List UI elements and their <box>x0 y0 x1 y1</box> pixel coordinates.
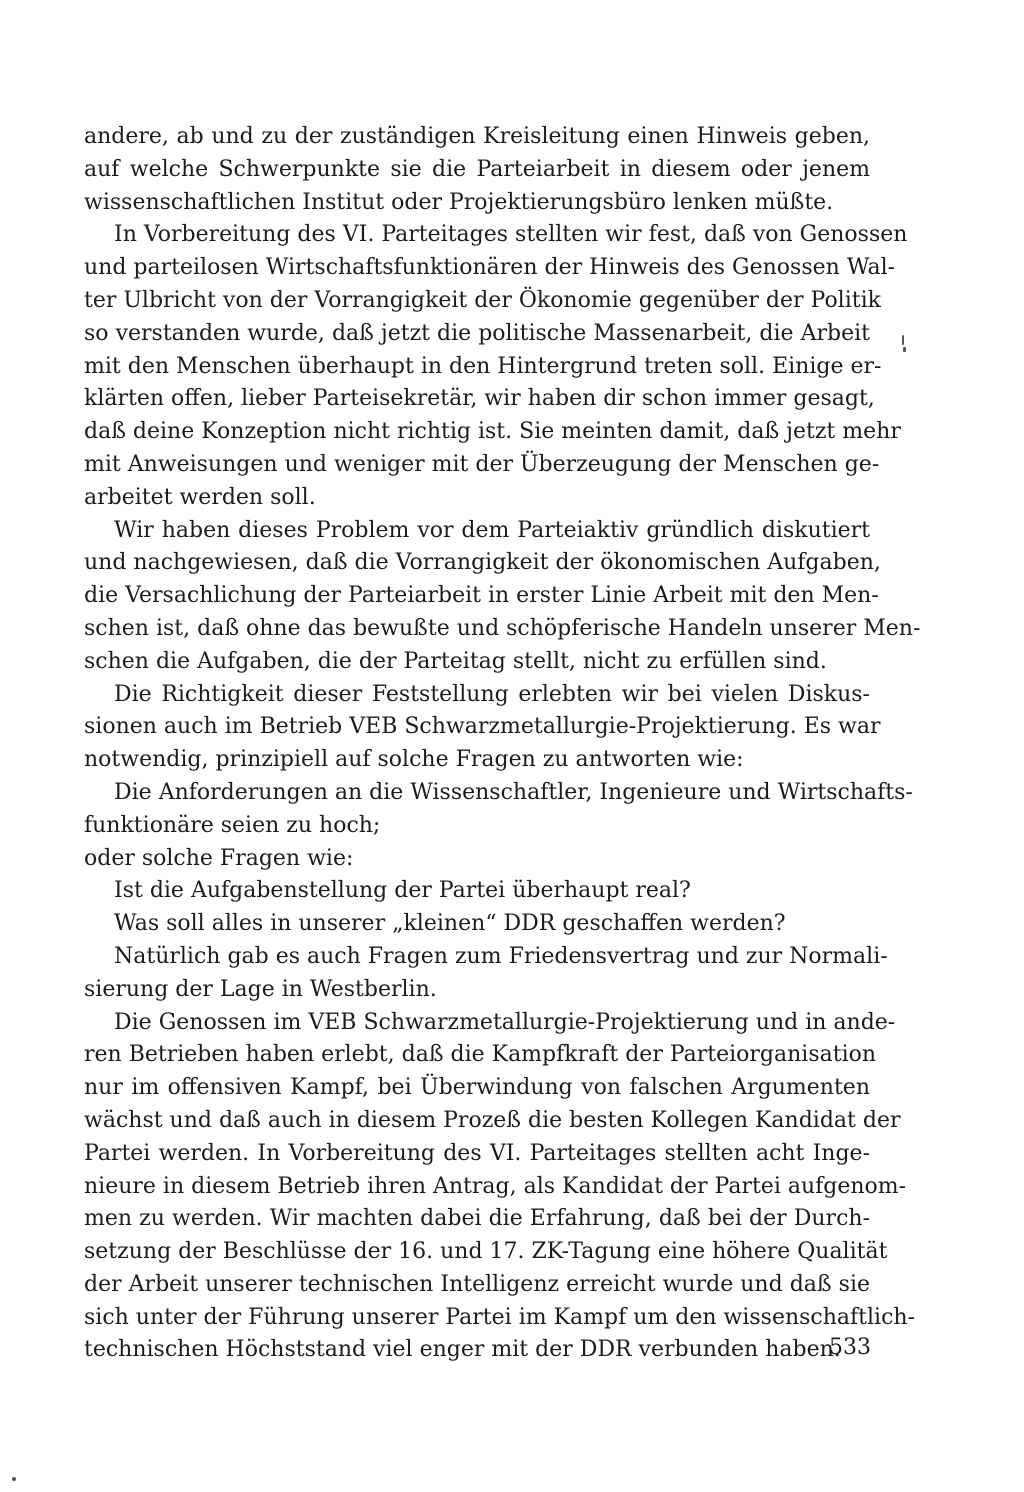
text-line: und nachgewiesen, daß die Vorrangigkeit der ökonomischen Aufgaben, <box>84 550 881 576</box>
text-line: sionen auch im Betrieb VEB Schwarzmetallurgie-Projektierung. Es war <box>84 714 881 740</box>
scan-speck <box>12 1477 16 1481</box>
page-number: 533 <box>829 1335 871 1360</box>
text-line: mit Anweisungen und weniger mit der Überzeugung der Menschen ge- <box>84 451 880 477</box>
text-line: technischen Höchststand viel enger mit der DDR verbunden haben. <box>84 1337 841 1363</box>
text-line: andere, ab und zu der zuständigen Kreisleitung einen Hinweis geben, <box>84 124 870 149</box>
text-line: Was soll alles in unserer „kleinen“ DDR geschaffen werden? <box>114 911 786 937</box>
text-line: daß deine Konzeption nicht richtig ist. Sie meinten damit, daß jetzt mehr <box>84 419 901 445</box>
text-line: ter Ulbricht von der Vorrangigkeit der Ökonomie gegenüber der Politik <box>84 287 881 313</box>
text-line: und parteilosen Wirtschaftsfunktionären der Hinweis des Genossen Wal- <box>84 255 896 281</box>
text-line: sierung der Lage in Westberlin. <box>84 976 437 1002</box>
text-line: setzung der Beschlüsse der 16. und 17. ZK-Tagung eine höhere Qualität <box>84 1239 888 1265</box>
text-line: sich unter der Führung unserer Partei im Kampf um den wissenschaftlich- <box>84 1304 916 1330</box>
text-line: Die Genossen im VEB Schwarzmetallurgie-Projektierung und in ande- <box>114 1009 896 1035</box>
text-line: arbeitet werden soll. <box>84 484 316 510</box>
text-line: notwendig, prinzipiell auf solche Fragen zu antworten wie: <box>84 747 744 773</box>
text-line: Partei werden. In Vorbereitung des VI. Parteitages stellten acht Inge- <box>84 1140 870 1166</box>
scan-speck <box>902 335 904 345</box>
scan-speck <box>903 347 906 352</box>
text-line: wissenschaftlichen Institut oder Projektierungsbüro lenken müßte. <box>84 189 834 215</box>
text-line: mit den Menschen überhaupt in den Hintergrund treten soll. Einige er- <box>84 353 882 379</box>
text-line: schen ist, daß ohne das bewußte und schöpferische Handeln unserer Men- <box>84 615 921 641</box>
text-line: auf welche Schwerpunkte sie die Parteiarbeit in diesem oder jenem <box>84 156 870 182</box>
text-line: oder solche Fragen wie: <box>84 845 354 871</box>
text-line: Wir haben dieses Problem vor dem Parteiaktiv gründlich diskutiert <box>114 517 870 543</box>
text-line: funktionäre seien zu hoch; <box>84 812 381 838</box>
text-line: wächst und daß auch in diesem Prozeß die besten Kollegen Kandidat der <box>84 1107 901 1133</box>
text-line: Die Richtigkeit dieser Feststellung erlebten wir bei vielen Diskus- <box>114 681 870 707</box>
text-line: so verstanden wurde, daß jetzt die politische Massenarbeit, die Arbeit <box>84 320 870 346</box>
page-body <box>84 121 921 1367</box>
text-line: men zu werden. Wir machten dabei die Erfahrung, daß bei der Durch- <box>84 1206 870 1232</box>
text-line: ren Betrieben haben erlebt, daß die Kampfkraft der Parteiorganisation <box>84 1042 877 1068</box>
text-line: der Arbeit unserer technischen Intelligenz erreicht wurde und daß sie <box>84 1271 870 1297</box>
text-line: Die Anforderungen an die Wissenschaftler, Ingenieure und Wirtschafts- <box>114 779 913 805</box>
text-line: klärten offen, lieber Parteisekretär, wir haben dir schon immer gesagt, <box>84 386 875 412</box>
text-line: die Versachlichung der Parteiarbeit in erster Linie Arbeit mit den Men- <box>84 583 879 609</box>
text-line: nieure in diesem Betrieb ihren Antrag, als Kandidat der Partei aufgenom- <box>84 1173 907 1199</box>
text-line: nur im offensiven Kampf, bei Überwindung von falschen Argumenten <box>84 1075 870 1101</box>
text-line: schen die Aufgaben, die der Parteitag stellt, nicht zu erfüllen sind. <box>84 648 827 674</box>
text-line: Ist die Aufgabenstellung der Partei überhaupt real? <box>114 878 691 904</box>
text-line: In Vorbereitung des VI. Parteitages stellten wir fest, daß von Genossen <box>114 222 908 248</box>
text-line: Natürlich gab es auch Fragen zum Friedensvertrag und zur Normali- <box>114 943 888 969</box>
